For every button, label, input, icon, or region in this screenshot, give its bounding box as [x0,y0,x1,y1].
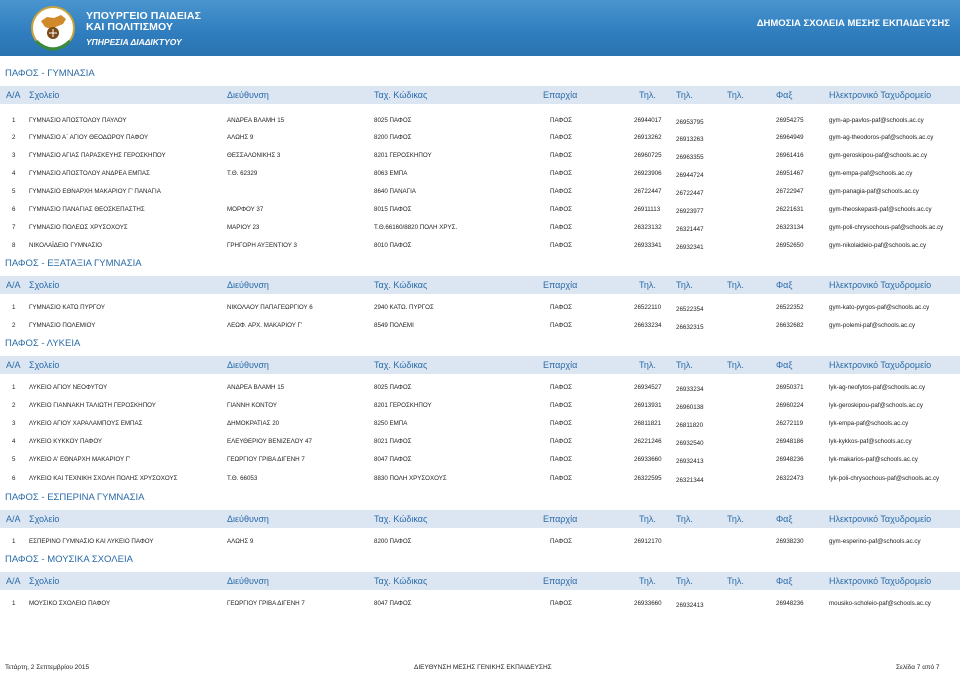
cell-tel2: 26722447 [676,190,704,197]
column-header-email: Ηλεκτρονικό Ταχυδρομείο [829,576,932,586]
cell-province: ΠΑΦΟΣ [550,538,572,545]
cell-address: ΓΙΑΝΝΗ ΚΟΝΤΟΥ [227,402,278,409]
table-header [0,86,960,104]
cell-email[interactable]: gym-theoskepasti-paf@schools.ac.cy [829,206,932,213]
cell-email[interactable]: gym-kato-pyrgos-paf@schools.ac.cy [829,304,930,311]
cell-email[interactable]: gym-polemi-paf@schools.ac.cy [829,322,916,329]
cell-address: ΑΛΩΗΣ 9 [227,134,254,141]
cell-tel2: 26932413 [676,458,704,465]
table-row [0,316,960,334]
cell-aa: 3 [12,152,16,159]
column-header-tel1: Τηλ. [639,360,656,370]
cell-fax: 26948236 [776,456,804,463]
section-title: ΠΑΦΟΣ - ΕΣΠΕΡΙΝΑ ΓΥΜΝΑΣΙΑ [5,492,145,503]
column-header-aa: Α/Α [6,280,21,290]
cell-tel1: 26933341 [634,242,662,249]
column-header-aa: Α/Α [6,90,21,100]
cell-email[interactable]: gym-ap-pavlos-paf@schools.ac.cy [829,117,924,124]
cell-aa: 1 [12,600,16,607]
table-row [0,594,960,612]
cell-school: ΛΥΚΕΙΟ ΚΑΙ ΤΕΧΝΙΚΗ ΣΧΟΛΗ ΠΟΛΗΣ ΧΡΥΣΟΧΟΥΣ [29,475,178,482]
cell-email[interactable]: lyk-ag-neofytos-paf@schools.ac.cy [829,384,926,391]
column-header-tel1: Τηλ. [639,280,656,290]
cell-school: ΓΥΜΝΑΣΙΟ ΕΘΝΑΡΧΗ ΜΑΚΑΡΙΟΥ Γ' ΠΑΝΑΓΙΑ [29,188,161,195]
column-header-postal: Ταχ. Κώδικας [374,280,428,290]
table-header [0,572,960,590]
column-header-email: Ηλεκτρονικό Ταχυδρομείο [829,514,932,524]
cell-aa: 4 [12,438,16,445]
cell-province: ΠΑΦΟΣ [550,384,572,391]
cell-tel2: 26932341 [676,244,704,251]
column-header-fax: Φαξ [776,360,793,370]
table-header [0,356,960,374]
cell-fax: 26948236 [776,600,804,607]
cell-address: ΛΕΩΦ. ΑΡΧ. ΜΑΚΑΡΙΟΥ Γ' [227,322,303,329]
cell-postal: 8250 ΕΜΠΑ [374,420,408,427]
cell-email[interactable]: mousiko-scholeio-paf@schools.ac.cy [829,600,931,607]
cell-email[interactable]: gym-poli-chrysochous-paf@schools.ac.cy [829,224,944,231]
cell-aa: 2 [12,134,16,141]
column-header-school: Σχολείο [29,360,60,370]
cell-school: ΛΥΚΕΙΟ Α' ΕΘΝΑΡΧΗ ΜΑΚΑΡΙΟΥ Γ' [29,456,131,463]
cell-province: ΠΑΦΟΣ [550,438,572,445]
column-header-aa: Α/Α [6,576,21,586]
cell-address: ΝΙΚΟΛΑΟΥ ΠΑΠΑΓΕΩΡΓΙΟΥ 6 [227,304,313,311]
cell-fax: 26522352 [776,304,804,311]
cell-province: ΠΑΦΟΣ [550,152,572,159]
cell-aa: 1 [12,384,16,391]
cell-tel1: 26913931 [634,402,662,409]
cell-postal: 8025 ΠΑΦΟΣ [374,384,412,391]
cell-aa: 1 [12,304,16,311]
cell-school: ΛΥΚΕΙΟ ΑΓΙΟΥ ΝΕΟΦΥΤΟΥ [29,384,108,391]
table-row [0,218,960,236]
cell-tel1: 26322595 [634,475,662,482]
cell-province: ΠΑΦΟΣ [550,456,572,463]
cell-aa: 7 [12,224,16,231]
cell-province: ΠΑΦΟΣ [550,170,572,177]
cell-tel1: 26960725 [634,152,662,159]
column-header-tel1: Τηλ. [639,576,656,586]
cell-address: ΑΝΔΡΕΑ ΒΛΑΜΗ 15 [227,384,285,391]
cell-postal: 8830 ΠΟΛΗ ΧΡΥΣΟΧΟΥΣ [374,475,447,482]
cell-email[interactable]: gym-esperino-paf@schools.ac.cy [829,538,921,545]
cell-tel2: 26932540 [676,440,704,447]
header-banner [0,0,960,56]
cell-email[interactable]: gym-empa-paf@schools.ac.cy [829,170,913,177]
column-header-school: Σχολείο [29,90,60,100]
cell-postal: 8025 ΠΑΦΟΣ [374,117,412,124]
cell-tel2: 26632315 [676,324,704,331]
cell-aa: 4 [12,170,16,177]
table-row [0,236,960,254]
column-header-school: Σχολείο [29,280,60,290]
cell-fax: 26951467 [776,170,804,177]
cell-tel2: 26321344 [676,477,704,484]
column-header-postal: Ταχ. Κώδικας [374,576,428,586]
cell-address: ΜΑΡΙΟΥ 23 [227,224,260,231]
column-header-email: Ηλεκτρονικό Ταχυδρομείο [829,90,932,100]
cell-tel1: 26933660 [634,456,662,463]
cell-fax: 26948186 [776,438,804,445]
cell-address: ΑΛΩΗΣ 9 [227,538,254,545]
cell-school: ΓΥΜΝΑΣΙΟ Α΄ ΑΓΙΟΥ ΘΕΟΔΩΡΟΥ ΠΑΦΟΥ [29,134,149,141]
table-row [0,128,960,146]
cell-aa: 8 [12,242,16,249]
cell-tel2: 26963355 [676,154,704,161]
cell-fax: 26952650 [776,242,804,249]
cell-province: ΠΑΦΟΣ [550,600,572,607]
cell-tel2: 26953795 [676,119,704,126]
cyprus-emblem-icon [30,5,76,57]
column-header-address: Διεύθυνση [227,360,269,370]
column-header-school: Σχολείο [29,514,60,524]
cell-tel1: 26912170 [634,538,662,545]
table-row [0,111,960,129]
cell-tel2: 26321447 [676,226,704,233]
cell-postal: 8640 ΠΑΝΑΓΙΑ [374,188,416,195]
column-header-postal: Ταχ. Κώδικας [374,90,428,100]
cell-address: ΕΛΕΥΘΕΡΙΟΥ ΒΕΝΙΖΕΛΟΥ 47 [227,438,312,445]
table-row [0,298,960,316]
cell-province: ΠΑΦΟΣ [550,475,572,482]
cell-postal: 8015 ΠΑΦΟΣ [374,206,412,213]
cell-school: ΛΥΚΕΙΟ ΚΥΚΚΟΥ ΠΑΦΟΥ [29,438,103,445]
cell-school: ΓΥΜΝΑΣΙΟ ΠΟΛΕΜΙΟΥ [29,322,96,329]
table-row [0,432,960,450]
cell-school: ΓΥΜΝΑΣΙΟ ΑΠΟΣΤΟΛΟΥ ΠΑΥΛΟΥ [29,117,127,124]
cell-school: ΓΥΜΝΑΣΙΟ ΑΓΙΑΣ ΠΑΡΑΣΚΕΥΗΣ ΓΕΡΟΣΚΗΠΟΥ [29,152,166,159]
cell-fax: 26938230 [776,538,804,545]
cell-postal: 8021 ΠΑΦΟΣ [374,438,412,445]
footer-page-number: Σελίδα 7 από 7 [896,664,940,671]
cell-school: ΓΥΜΝΑΣΙΟ ΑΠΟΣΤΟΛΟΥ ΑΝΔΡΕΑ ΕΜΠΑΣ [29,170,150,177]
cell-tel1: 26633234 [634,322,662,329]
cell-aa: 2 [12,402,16,409]
cell-aa: 1 [12,538,16,545]
cell-aa: 2 [12,322,16,329]
cell-province: ΠΑΦΟΣ [550,117,572,124]
column-header-postal: Ταχ. Κώδικας [374,360,428,370]
cell-tel2: 26811820 [676,422,704,429]
cell-province: ΠΑΦΟΣ [550,402,572,409]
table-row [0,164,960,182]
cell-province: ΠΑΦΟΣ [550,206,572,213]
cell-aa: 6 [12,475,16,482]
footer-date: Τετάρτη, 2 Σεπτεμβρίου 2015 [5,664,90,671]
table-row [0,414,960,432]
cell-tel1: 26722447 [634,188,662,195]
cell-fax: 26964949 [776,134,804,141]
cell-school: ΓΥΜΝΑΣΙΟ ΠΟΛΕΩΣ ΧΡΥΣΟΧΟΥΣ [29,224,128,231]
cell-postal: 8063 ΕΜΠΑ [374,170,408,177]
cell-email[interactable]: lyk-poli-chrysochous-paf@schools.ac.cy [829,475,940,482]
cell-tel2: 26522354 [676,306,704,313]
cell-tel2: 26913263 [676,136,704,143]
cell-postal: 2940 ΚΑΤΩ. ΠΥΡΓΟΣ [374,304,434,311]
cell-fax: 26954275 [776,117,804,124]
column-header-fax: Φαξ [776,280,793,290]
column-header-tel2: Τηλ. [676,360,693,370]
cell-postal: Τ.Θ.66160/8820 ΠΟΛΗ ΧΡΥΣ. [374,224,458,231]
cell-postal: 8047 ΠΑΦΟΣ [374,600,412,607]
table-row [0,200,960,218]
cell-email[interactable]: gym-nikolaideio-paf@schools.ac.cy [829,242,927,249]
cell-address: ΓΡΗΓΟΡΗ ΑΥΞΕΝΤΙΟΥ 3 [227,242,297,249]
cell-aa: 1 [12,117,16,124]
cell-tel1: 26911113 [634,206,661,213]
column-header-fax: Φαξ [776,90,793,100]
column-header-address: Διεύθυνση [227,90,269,100]
cell-tel1: 26934527 [634,384,662,391]
cell-aa: 5 [12,456,16,463]
cell-address: ΓΕΩΡΓΙΟΥ ΓΡΙΒΑ ΔΙΓΕΝΗ 7 [227,600,305,607]
column-header-tel3: Τηλ. [727,90,744,100]
cell-postal: 8549 ΠΟΛΕΜΙ [374,322,414,329]
cell-postal: 8200 ΠΑΦΟΣ [374,134,412,141]
footer-department: ΔΙΕΥΘΥΝΣΗ ΜΕΣΗΣ ΓΕΝΙΚΗΣ ΕΚΠΑΙΔΕΥΣΗΣ [414,664,552,671]
cell-province: ΠΑΦΟΣ [550,242,572,249]
cell-email[interactable]: gym-ag-theodoros-paf@schools.ac.cy [829,134,934,141]
table-row [0,450,960,468]
cell-tel1: 26923906 [634,170,662,177]
cell-fax: 26950371 [776,384,804,391]
cell-school: ΛΥΚΕΙΟ ΑΓΙΟΥ ΧΑΡΑΛΑΜΠΟΥΣ ΕΜΠΑΣ [29,420,143,427]
column-header-province: Επαρχία [543,576,578,586]
column-header-school: Σχολείο [29,576,60,586]
column-header-address: Διεύθυνση [227,576,269,586]
column-header-tel2: Τηλ. [676,280,693,290]
cell-postal: 8201 ΓΕΡΟΣΚΗΠΟΥ [374,152,432,159]
cell-school: ΓΥΜΝΑΣΙΟ ΠΑΝΑΓΙΑΣ ΘΕΟΣΚΕΠΑΣΤΗΣ [29,206,145,213]
table-row [0,532,960,550]
column-header-province: Επαρχία [543,280,578,290]
cell-postal: 8010 ΠΑΦΟΣ [374,242,412,249]
cell-tel1: 26522110 [634,304,662,311]
cell-email[interactable]: lyk-geroskipou-paf@schools.ac.cy [829,402,923,409]
cell-tel1: 26944017 [634,117,662,124]
cell-province: ΠΑΦΟΣ [550,224,572,231]
cell-fax: 26221631 [776,206,804,213]
cell-address: Τ.Θ. 62329 [227,170,258,177]
column-header-fax: Φαξ [776,576,793,586]
cell-email[interactable]: gym-panagia-paf@schools.ac.cy [829,188,919,195]
ministry-line1: ΥΠΟΥΡΓΕΙΟ ΠΑΙΔΕΙΑΣ [86,10,202,22]
section-title: ΠΑΦΟΣ - ΕΞΑΤΑΞΙΑ ΓΥΜΝΑΣΙΑ [5,258,142,269]
table-row [0,396,960,414]
cell-school: ΜΟΥΣΙΚΟ ΣΧΟΛΕΙΟ ΠΑΦΟΥ [29,600,111,607]
cell-aa: 3 [12,420,16,427]
column-header-tel1: Τηλ. [639,90,656,100]
column-header-address: Διεύθυνση [227,280,269,290]
cell-province: ΠΑΦΟΣ [550,420,572,427]
cell-email[interactable]: lyk-makarios-paf@schools.ac.cy [829,456,918,463]
column-header-tel2: Τηλ. [676,90,693,100]
cell-province: ΠΑΦΟΣ [550,188,572,195]
column-header-province: Επαρχία [543,360,578,370]
column-header-tel1: Τηλ. [639,514,656,524]
cell-email[interactable]: lyk-empa-paf@schools.ac.cy [829,420,909,427]
column-header-tel2: Τηλ. [676,576,693,586]
cell-tel1: 26811821 [634,420,662,427]
table-row [0,378,960,396]
cell-tel2: 26923977 [676,208,704,215]
cell-province: ΠΑΦΟΣ [550,134,572,141]
section-title: ΠΑΦΟΣ - ΓΥΜΝΑΣΙΑ [5,68,95,79]
cell-postal: 8201 ΓΕΡΟΣΚΗΠΟΥ [374,402,432,409]
cell-tel1: 26933660 [634,600,662,607]
cell-fax: 26322473 [776,475,804,482]
column-header-email: Ηλεκτρονικό Ταχυδρομείο [829,360,932,370]
cell-fax: 26323134 [776,224,804,231]
cell-address: Τ.Θ. 66053 [227,475,258,482]
cell-school: ΓΥΜΝΑΣΙΟ ΚΑΤΩ ΠΥΡΓΟΥ [29,304,106,311]
cell-address: ΘΕΣΣΑΛΟΝΙΚΗΣ 3 [227,152,281,159]
column-header-address: Διεύθυνση [227,514,269,524]
cell-school: ΛΥΚΕΙΟ ΓΙΑΝΝΑΚΗ ΤΑΛΙΩΤΗ ΓΕΡΟΣΚΗΠΟΥ [29,402,156,409]
cell-tel2: 26932413 [676,602,704,609]
cell-fax: 26961416 [776,152,804,159]
column-header-email: Ηλεκτρονικό Ταχυδρομείο [829,280,932,290]
column-header-tel2: Τηλ. [676,514,693,524]
cell-address: ΔΗΜΟΚΡΑΤΙΑΣ 20 [227,420,280,427]
cell-tel2: 26960138 [676,404,704,411]
column-header-tel3: Τηλ. [727,280,744,290]
document-title: ΔΗΜΟΣΙΑ ΣΧΟΛΕΙΑ ΜΕΣΗΣ ΕΚΠΑΙΔΕΥΣΗΣ [756,18,950,29]
cell-fax: 26960224 [776,402,804,409]
cell-fax: 26272119 [776,420,804,427]
table-header [0,276,960,294]
cell-province: ΠΑΦΟΣ [550,322,572,329]
column-header-aa: Α/Α [6,514,21,524]
cell-school: ΝΙΚΟΛΑΪΔΕΙΟ ΓΥΜΝΑΣΙΟ [29,242,102,249]
column-header-province: Επαρχία [543,90,578,100]
cell-fax: 26632682 [776,322,804,329]
cell-tel2: 26933234 [676,386,704,393]
cell-address: ΜΟΡΦΟΥ 37 [227,206,264,213]
cell-address: ΓΕΩΡΓΙΟΥ ΓΡΙΒΑ ΔΙΓΕΝΗ 7 [227,456,305,463]
section-title: ΠΑΦΟΣ - ΜΟΥΣΙΚΑ ΣΧΟΛΕΙΑ [5,554,133,565]
cell-postal: 8200 ΠΑΦΟΣ [374,538,412,545]
table-row [0,146,960,164]
service-name: ΥΠΗΡΕΣΙΑ ΔΙΑΔΙΚΤΥΟΥ [86,37,182,47]
cell-province: ΠΑΦΟΣ [550,304,572,311]
column-header-tel3: Τηλ. [727,360,744,370]
column-header-province: Επαρχία [543,514,578,524]
section-title: ΠΑΦΟΣ - ΛΥΚΕΙΑ [5,338,81,349]
cell-aa: 6 [12,206,16,213]
column-header-aa: Α/Α [6,360,21,370]
cell-tel1: 26323132 [634,224,662,231]
ministry-line2: ΚΑΙ ΠΟΛΙΤΙΣΜΟΥ [86,21,174,33]
cell-aa: 5 [12,188,16,195]
cell-email[interactable]: gym-geroskipou-paf@schools.ac.cy [829,152,928,159]
column-header-tel3: Τηλ. [727,514,744,524]
cell-tel1: 26913262 [634,134,662,141]
cell-email[interactable]: lyk-kykkos-paf@schools.ac.cy [829,438,912,445]
column-header-postal: Ταχ. Κώδικας [374,514,428,524]
ministry-name [86,11,201,33]
table-header [0,510,960,528]
table-row [0,182,960,200]
cell-school: ΕΣΠΕΡΙΝΟ ΓΥΜΝΑΣΙΟ ΚΑΙ ΛΥΚΕΙΟ ΠΑΦΟΥ [29,538,154,545]
cell-address: ΑΝΔΡΕΑ ΒΛΑΜΗ 15 [227,117,285,124]
column-header-fax: Φαξ [776,514,793,524]
cell-postal: 8047 ΠΑΦΟΣ [374,456,412,463]
cell-tel2: 26944724 [676,172,704,179]
table-row [0,469,960,487]
column-header-tel3: Τηλ. [727,576,744,586]
cell-tel1: 26221246 [634,438,662,445]
cell-fax: 26722947 [776,188,804,195]
